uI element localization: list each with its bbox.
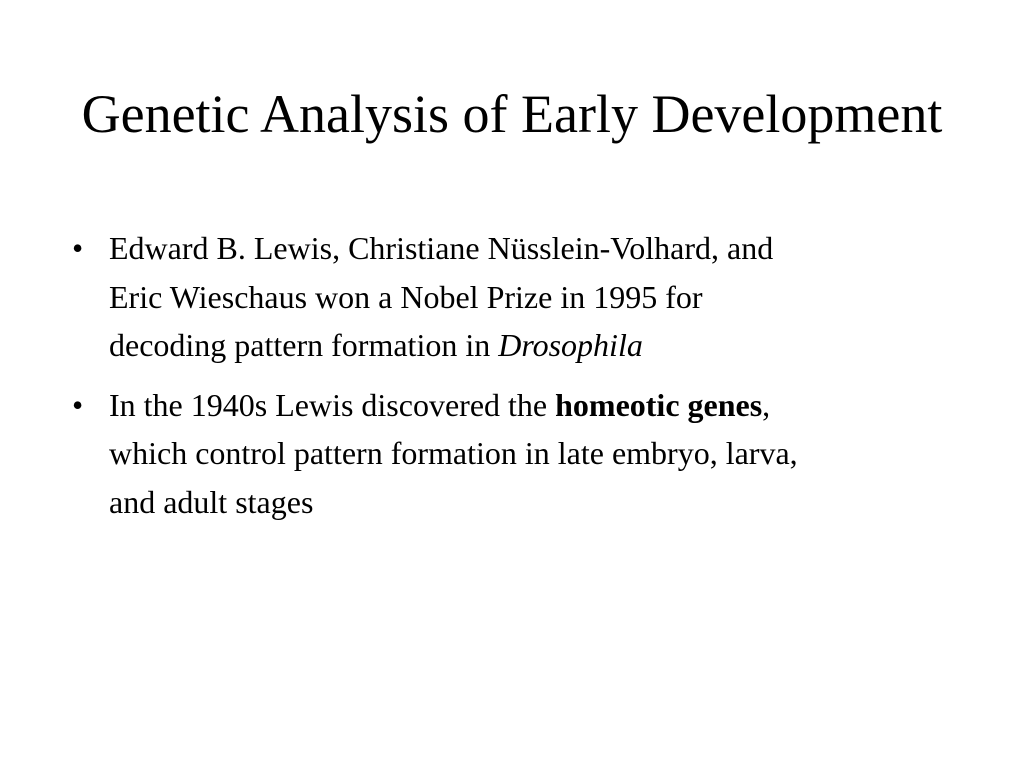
bullet-1-line-2: Eric Wieschaus won a Nobel Prize in 1995 for [109, 278, 703, 315]
bullet-icon: • [72, 230, 84, 266]
bullet-2-line-3: and adult stages [109, 483, 314, 520]
bullet-item-nobel-prize [72, 224, 972, 370]
bullet-2-line-2: which control pattern formation in late embryo, larva, [109, 435, 798, 471]
bullet-2-line-1 [109, 381, 972, 430]
bullet-1-line-1: Edward B. Lewis, Christiane Nüsslein-Volhard, and [109, 230, 774, 266]
bullet-list [72, 224, 972, 537]
bullet-2-line-1-suffix: , [762, 386, 771, 423]
drosophila-term: Drosophila [498, 327, 643, 363]
homeotic-genes-term: homeotic genes [555, 386, 763, 423]
bullet-1-line-3-text: decoding pattern formation in [109, 327, 499, 363]
bullet-1-line-3 [109, 321, 972, 370]
slide-title: Genetic Analysis of Early Development [81, 84, 943, 144]
bullet-item-homeotic-genes [72, 381, 972, 527]
bullet-icon: • [72, 386, 84, 423]
bullet-2-line-1-prefix: In the 1940s Lewis discovered the [109, 386, 556, 423]
